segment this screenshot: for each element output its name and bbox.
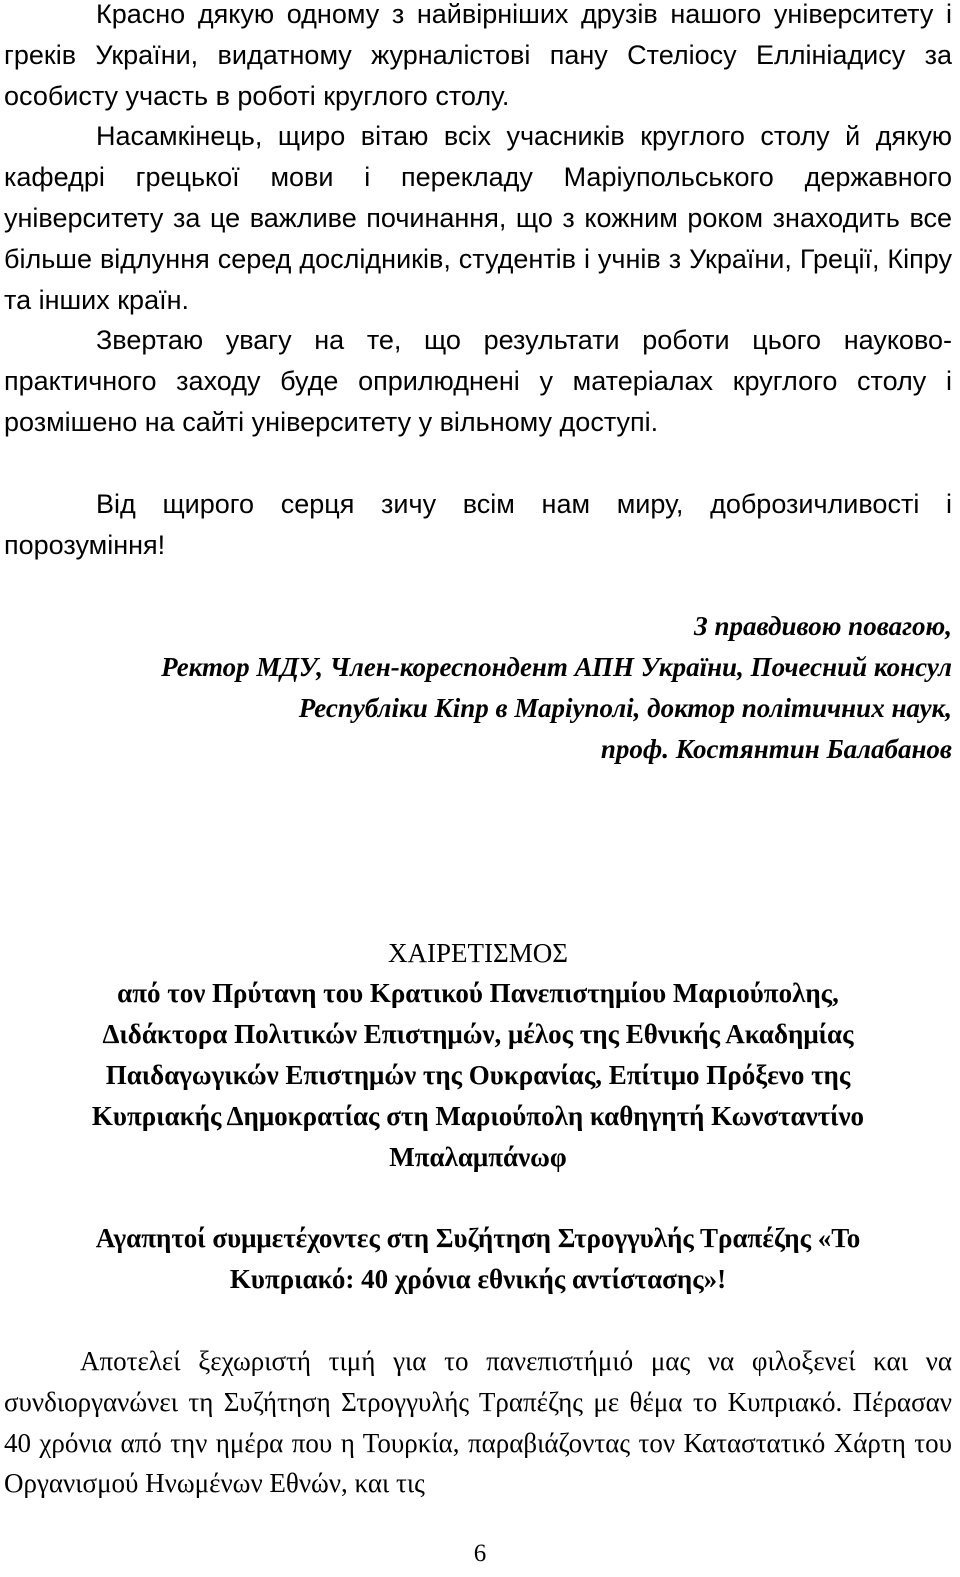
greek-body-paragraph: Αποτελεί ξεχωριστή τιμή για το πανεπιστήμιό μας να φιλοξενεί και να συνδιοργανώνει τη Συζήτηση Στρογγυλής Τραπέζης με θέμα το Κυπριακό. Πέρασαν 40 χρόνια από την ημέρα που η Τουρκία, παραβιάζοντας τον Καταστατικό Χάρτη του Οργανισμού Ηνωμένων Εθνών, και τις (4, 1345, 952, 1499)
greek-subtitle-line: Μπαλαμπάνωφ (389, 1141, 567, 1172)
greek-subtitle-line: Διδάκτορα Πολιτικών Επιστημών, μέλος της Εθνικής Ακαδημίας (102, 1019, 854, 1050)
page-number: 6 (473, 1540, 487, 1567)
ukrainian-paragraph-conclusion: Насамкінець, щиро вітаю всіх учасників круглого столу й дякую кафедрі грецької мови і перекладу Маріупольського державного університету за це важливе починання, що з кожним роком знаходить все більше відлуння серед дослідників, студентів і учнів з України, Греції, Кіпру та інших країн. (4, 121, 952, 315)
greek-address-block (4, 1218, 952, 1300)
document-page (4, 0, 952, 1504)
greek-subtitle-block (4, 973, 952, 1177)
greek-greeting-title: ΧΑΙΡΕΤΙΣΜΟΣ (388, 937, 568, 968)
signature-line-consul: Республіки Кіпр в Маріуполі, доктор політичних наук, (298, 692, 952, 723)
signature-block (4, 606, 952, 769)
ukrainian-paragraph-thanks: Красно дякую одному з найвірніших друзів нашого університету і греків України, видатному журналістові пану Стеліосу Еллініадису за особисту участь в роботі круглого столу. (4, 0, 952, 111)
signature-line-name: проф. Костянтин Балабанов (600, 733, 952, 764)
greek-subtitle-line: Κυπριακής Δημοκρατίας στη Μαριούπολη καθηγητή Κωνσταντίνο (91, 1100, 865, 1131)
greek-address-line: Κυπριακό: 40 χρόνια εθνικής αντίστασης»! (229, 1264, 727, 1295)
signature-line-title: Ректор МДУ, Член-кореспондент АПН України, Почесний консул (161, 652, 952, 683)
signature-line-greeting: З правдивою повагою, (694, 611, 952, 642)
ukrainian-paragraph-wishes: Від щирого серця зичу всім нам миру, доброзичливості і порозуміння! (4, 488, 952, 560)
greek-address-line: Αγαπητοί συμμετέχοντες στη Συζήτηση Στρογγυλής Τραπέζης «Το (95, 1223, 861, 1254)
greek-body-block (4, 1341, 952, 1504)
greek-subtitle-line: από τον Πρύτανη του Κρατικού Πανεπιστημίου Μαριούπολης, (117, 978, 839, 1009)
ukrainian-paragraph-results: Звертаю увагу на те, що результати роботи цього науково-практичного заходу буде оприлюднені у матеріалах круглого столу і розмішено на сайті університету у вільному доступі. (4, 325, 952, 437)
greek-subtitle-line: Παιδαγωγικών Επιστημών της Ουκρανίας, Επίτιμο Πρόξενο της (105, 1059, 851, 1090)
